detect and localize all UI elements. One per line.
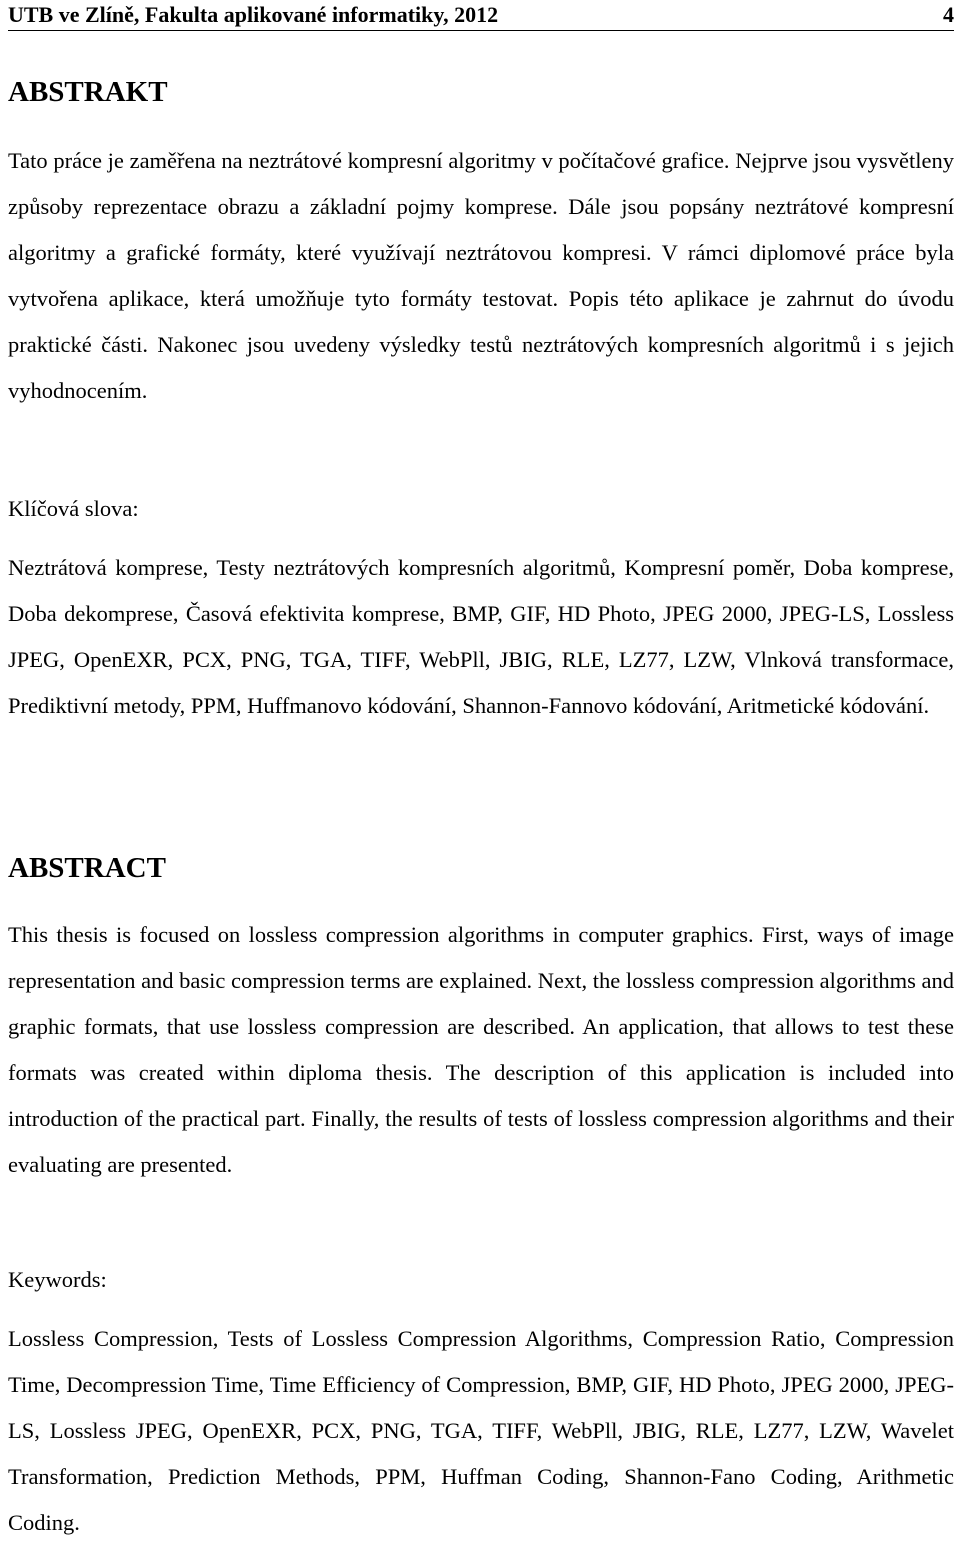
keywords-text: Lossless Compression, Tests of Lossless Compression Algorithms, Compression Ratio, Compression Time, Decompression Time, Time Efficiency of Compression, BMP, GIF, HD Photo, JPEG 2000, JPEG-LS, Lossless JPEG, OpenEXR, PCX, PNG, TGA, TIFF, WebPll, JBIG, RLE, LZ77, LZW, Wavelet Transformation, Prediction Methods, PPM, Huffman Coding, Shannon-Fano Coding, Arithmetic Coding. [8,1326,954,1535]
abstract-heading: ABSTRACT [8,852,166,884]
abstract-paragraph: This thesis is focused on lossless compression algorithms in computer graphics. First, ways of image representation and basic compression terms are explained. Next, the lossless compression algorithms and graphic formats, that use lossless compression are described. An application, that allows to test these formats was created within diploma thesis. The description of this application is included into introduction of the practical part. Finally, the results of tests of lossless compression algorithms and their evaluating are presented. [8,922,954,1177]
running-header [8,0,954,31]
keywords-label: Keywords: [8,1267,107,1292]
document-page [8,0,954,1535]
klicova-slova-text: Neztrátová komprese, Testy neztrátových kompresních algoritmů, Kompresní poměr, Doba komprese, Doba dekomprese, Časová efektivita komprese, BMP, GIF, HD Photo, JPEG 2000, JPEG-LS, Lossless JPEG, OpenEXR, PCX, PNG, TGA, TIFF, WebPll, JBIG, RLE, LZ77, LZW, Vlnková transformace, Prediktivní metody, PPM, Huffmanovo kódování, Shannon-Fannovo kódování, Aritmetické kódování. [8,555,954,718]
abstrakt-section [8,76,954,109]
header-title: UTB ve Zlíně, Fakulta aplikované informatiky, 2012 [8,2,499,27]
abstrakt-paragraph: Tato práce je zaměřena na neztrátové kompresní algoritmy v počítačové grafice. Nejprve jsou vysvětleny způsoby reprezentace obrazu a základní pojmy komprese. Dále jsou popsány neztrátové kompresní algoritmy a grafické formáty, které využívají neztrátovou kompresi. V rámci diplomové práce byla vytvořena aplikace, která umožňuje tyto formáty testovat. Popis této aplikace je zahrnut do úvodu praktické části. Nakonec jsou uvedeny výsledky testů neztrátových kompresních algoritmů i s jejich vyhodnocením. [8,148,954,403]
page-number: 4 [943,2,954,27]
abstrakt-heading: ABSTRAKT [8,76,168,108]
klicova-slova-label: Klíčová slova: [8,496,139,521]
